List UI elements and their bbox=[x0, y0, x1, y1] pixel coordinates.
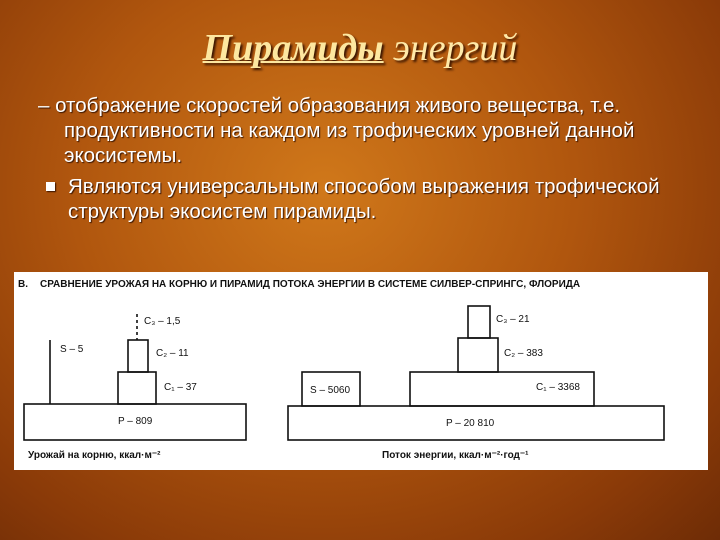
left-level-c1 bbox=[118, 372, 156, 404]
right-level-c3 bbox=[468, 306, 490, 338]
title-part2: энергий bbox=[393, 27, 518, 69]
bullet-square-icon bbox=[46, 182, 55, 191]
figure-marker: В. bbox=[18, 279, 28, 290]
left-level-c2 bbox=[128, 340, 148, 372]
right-label-p: P – 20 810 bbox=[446, 418, 495, 429]
figure-caption: СРАВНЕНИЕ УРОЖАЯ НА КОРНЮ И ПИРАМИД ПОТОКА ЭНЕРГИИ В СИСТЕМЕ СИЛВЕР-СПРИНГС, ФЛОРИДА bbox=[40, 279, 581, 290]
left-label-c2: C₂ – 11 bbox=[156, 348, 189, 359]
right-level-c2 bbox=[458, 338, 498, 372]
left-label-s: S – 5 bbox=[60, 344, 84, 355]
right-label-c3: C₃ – 21 bbox=[496, 314, 530, 325]
right-label-c2: C₂ – 383 bbox=[504, 348, 543, 359]
left-caption: Урожай на корню, ккал·м⁻² bbox=[28, 450, 161, 461]
right-caption: Поток энергии, ккал·м⁻²·год⁻¹ bbox=[382, 450, 529, 461]
right-label-s: S – 5060 bbox=[310, 385, 351, 396]
right-label-c1: C₁ – 3368 bbox=[536, 382, 580, 393]
title-part1: Пирамиды bbox=[202, 27, 384, 69]
slide-body bbox=[38, 93, 678, 224]
left-label-c1: C₁ – 37 bbox=[164, 382, 197, 393]
left-label-c3: C₃ – 1,5 bbox=[144, 316, 181, 327]
definition-paragraph: – отображение скоростей образования живого вещества, т.е. продуктивности на каждом из трофических уровней данной экосистемы. bbox=[38, 94, 635, 167]
slide-title bbox=[0, 26, 720, 70]
bullet-item bbox=[38, 174, 678, 224]
bullet-text: Являются универсальным способом выражения трофической структуры экосистем пирамиды. bbox=[68, 175, 660, 223]
pyramid-figure bbox=[14, 272, 708, 470]
left-label-p: P – 809 bbox=[118, 416, 153, 427]
